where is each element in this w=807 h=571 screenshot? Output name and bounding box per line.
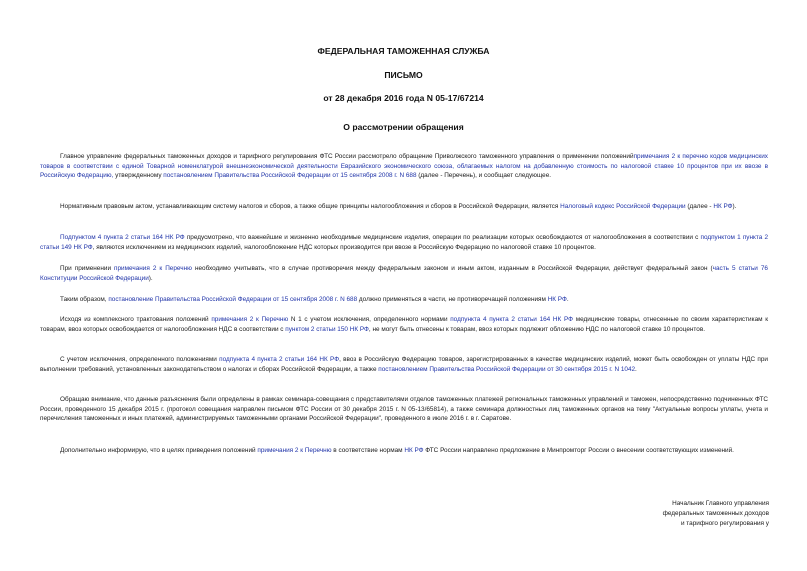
text: (далее - Перечень), и сообщает следующее.	[416, 172, 552, 180]
signature-block	[569, 499, 769, 528]
text: ).	[732, 203, 737, 210]
text: медицинские товары, отнесенные по своим характеристикам к товарам, ввоз которых освобождается от налогообложения НДС в соответствии с	[40, 316, 768, 333]
text: предусмотрено, что важнейшие и жизненно необходимые медицинские изделия, операции по реализации которых освобождаются от налогообложения в соответствии с	[184, 234, 701, 241]
text: Обращаю внимание, что данные разъяснения были определены в рамках семинара-совещания с представителями отделов таможенных платежей региональных таможенных управлений и таможен, непосредственно подчиненных ФТС России, проведенного 15 декабря 2015 г. (протокол совещания направлен письмом ФТС России от 30 декабря 2015 г. N 05-13/65814), а также семинара должностных лиц таможенных органов на тему "Актуальные вопросы уплаты, учета и перечисления таможенных и иных платежей, администрируемых таможенными органами Российской Федерации", проведенного в июле 2016 г. в г. Саратове.	[40, 396, 768, 423]
text: Нормативным правовым актом, устанавливающим систему налогов и сборов, а также общие принципы налогообложения и сборов в Российской Федерации, является	[60, 203, 561, 210]
link-art-149[interactable]: подпунктом 1 пункта 2 статьи 149 НК РФ	[40, 234, 769, 251]
link-art-164[interactable]: Подпунктом 4 пункта 2 статьи 164 НК РФ	[60, 234, 185, 241]
paragraph-1	[40, 152, 768, 181]
link-nk-rf[interactable]: НК РФ	[404, 447, 424, 454]
text: необходимо учитывать, что в случае противоречия между федеральным законом и иным актом, изданным в Российской Федерации, действует федеральный закон (	[191, 265, 713, 272]
link-art-164[interactable]: подпункта 4 пункта 2 статьи 164 НК РФ	[450, 316, 573, 323]
link-nk-rf[interactable]: НК РФ	[547, 296, 567, 303]
link-annex-note-2[interactable]: примечания 2 к Перечню	[257, 447, 332, 454]
paragraph-9	[40, 446, 768, 456]
link-annex-note-2[interactable]: примечания 2 к Перечню	[114, 265, 192, 272]
text: , являются исключением из медицинских изделий, налогообложение НДС которых производится при ввозе в Российскую Федерацию по налоговой ставке 10 процентов.	[92, 243, 596, 251]
text: должно применяться в части, не противоречащей положениям	[357, 296, 548, 303]
paragraph-7	[40, 355, 768, 374]
link-resolution-1042[interactable]: постановлением Правительства Российской Федерации от 30 сентября 2015 г. N 1042	[378, 365, 636, 373]
link-annex-note-2[interactable]: примечания 2 к перечню кодов медицинских товаров в соответствии с единой Товарной номенклатурой внешнеэкономической деятельности Евразийского экономического союза, облагаемых налогом на добавленную стоимость по налоговой ставке 10 процентов при их ввозе в Российскую Федерацию,	[40, 153, 768, 180]
link-tax-code[interactable]: Налоговый кодекс Российской Федерации	[560, 203, 686, 210]
text: При применении	[60, 265, 115, 272]
text: N 1 с учетом исключения, определенного нормами	[288, 316, 451, 323]
paragraph-5	[40, 295, 768, 305]
link-art-150[interactable]: пунктом 2 статьи 150 НК РФ	[285, 325, 369, 333]
link-resolution-688[interactable]: постановлением Правительства Российской Федерации от 15 сентября 2008 г. N 688	[163, 172, 417, 180]
link-annex-note-2[interactable]: примечания 2 к Перечню	[211, 316, 289, 323]
text: в соответствие нормам	[331, 447, 405, 454]
link-resolution-688[interactable]: постановление Правительства Российской Федерации от 15 сентября 2008 г. N 688	[108, 296, 358, 303]
text: (далее -	[685, 203, 714, 210]
text: , не могут быть отнесены к товарам, ввоз которых подлежит обложению НДС по налоговой ставке 10 процентов.	[368, 325, 705, 333]
signature-line-1: Начальник Главного управления	[672, 500, 769, 507]
link-nk-rf[interactable]: НК РФ	[713, 203, 733, 210]
link-art-164[interactable]: подпункта 4 пункта 2 статьи 164 НК РФ	[219, 356, 340, 363]
text: .	[635, 365, 637, 373]
paragraph-3	[40, 233, 768, 252]
document-date-number: от 28 декабря 2016 года N 05-17/67214	[323, 93, 484, 103]
text: ).	[148, 274, 153, 282]
text: , ввоз в Российскую Федерацию товаров, зарегистрированных в качестве медицинских изделий, может быть освобожден от уплаты НДС при выполнении требований, установленных законодательством о налогах и сборах Российской Федерации, а также	[40, 356, 768, 373]
text: ФТС России направлено предложение в Минпромторг России о внесении соответствующих изменений.	[423, 447, 734, 454]
document-type: ПИСЬМО	[384, 70, 423, 80]
text: Таким образом,	[60, 296, 109, 303]
paragraph-6	[40, 315, 768, 334]
signature-line-3: и тарифного регулирования у	[680, 519, 769, 527]
text: Главное управление федеральных таможенных доходов и тарифного регулирования ФТС России рассмотрело обращение Приволжского таможенного управления о применении положений	[60, 153, 634, 160]
organization-title: ФЕДЕРАЛЬНАЯ ТАМОЖЕННАЯ СЛУЖБА	[317, 46, 490, 56]
text: С учетом исключения, определенного положениями	[60, 356, 220, 363]
document-subject: О рассмотрении обращения	[343, 122, 464, 132]
text: утвержденному	[113, 172, 164, 180]
signature-line-2: федеральных таможенных доходов	[662, 509, 769, 517]
paragraph-8	[40, 395, 768, 424]
paragraph-4	[40, 264, 768, 283]
link-constitution-art-76[interactable]: часть 5 статьи 76 Конституции Российской Федерации	[40, 265, 768, 282]
text: .	[566, 296, 569, 303]
text: Исходя из комплексного трактования положений	[60, 316, 212, 323]
paragraph-2	[40, 202, 768, 212]
text: Дополнительно информирую, что в целях приведения положений	[60, 447, 258, 454]
